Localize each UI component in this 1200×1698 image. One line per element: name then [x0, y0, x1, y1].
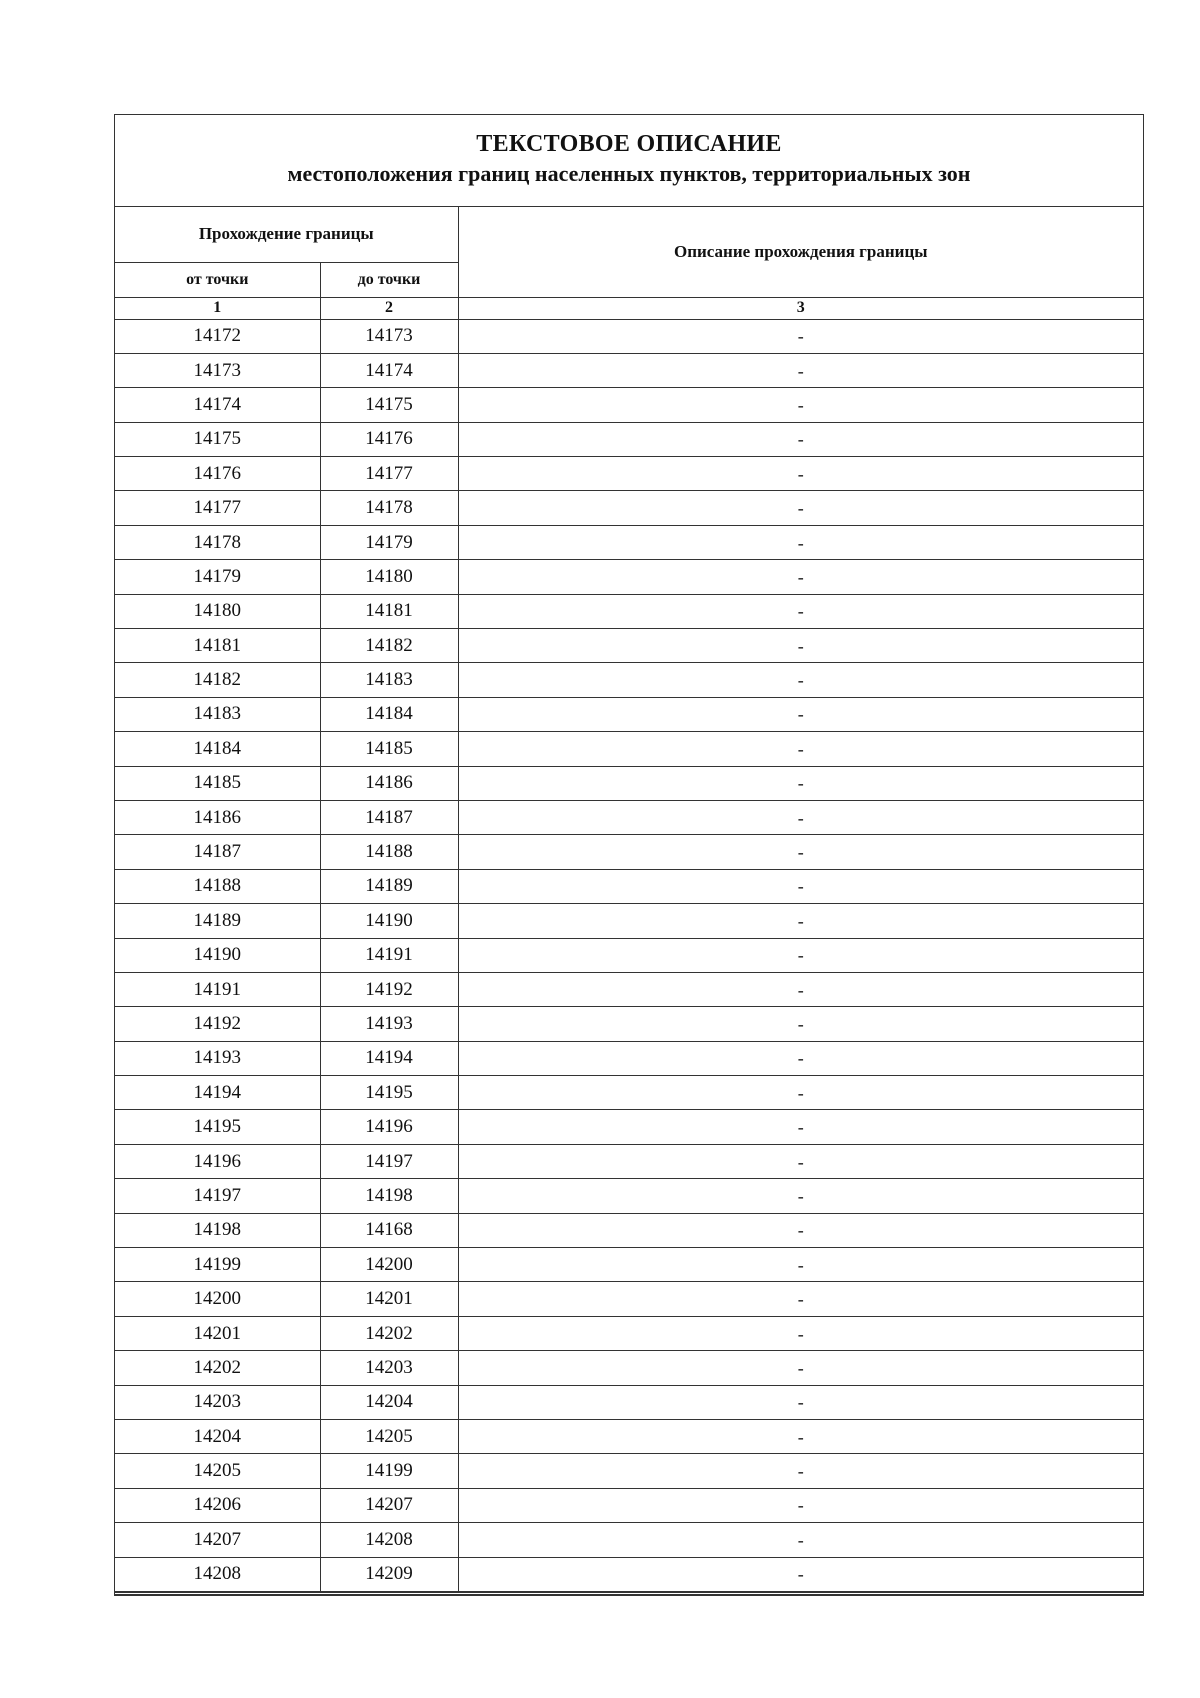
- table-row: [115, 972, 1143, 1006]
- bottom-double-rule: [115, 1592, 1143, 1595]
- to-point-cell: 14200: [320, 1248, 458, 1282]
- table-row: [115, 1007, 1143, 1041]
- description-cell: -: [458, 1179, 1143, 1213]
- from-point-cell: 14208: [115, 1557, 320, 1591]
- to-point-cell: 14176: [320, 422, 458, 456]
- column-number-3: 3: [458, 297, 1143, 319]
- from-point-cell: 14196: [115, 1144, 320, 1178]
- table-row: [115, 629, 1143, 663]
- description-cell: -: [458, 1351, 1143, 1385]
- description-cell: -: [458, 1282, 1143, 1316]
- from-point-cell: 14203: [115, 1385, 320, 1419]
- table-row: [115, 353, 1143, 387]
- from-point-cell: 14204: [115, 1420, 320, 1454]
- description-cell: -: [458, 388, 1143, 422]
- table-row: [115, 835, 1143, 869]
- to-point-cell: 14182: [320, 629, 458, 663]
- description-cell: -: [458, 835, 1143, 869]
- to-point-cell: 14177: [320, 457, 458, 491]
- from-point-cell: 14178: [115, 525, 320, 559]
- document-subtitle: местоположения границ населенных пунктов, территориальных зон: [287, 161, 971, 186]
- description-cell: -: [458, 491, 1143, 525]
- table-row: [115, 560, 1143, 594]
- table-row: [115, 422, 1143, 456]
- to-point-cell: 14184: [320, 697, 458, 731]
- from-point-cell: 14207: [115, 1523, 320, 1557]
- description-cell: -: [458, 732, 1143, 766]
- description-cell: -: [458, 938, 1143, 972]
- table-row: [115, 1454, 1143, 1488]
- from-point-cell: 14184: [115, 732, 320, 766]
- from-point-cell: 14183: [115, 697, 320, 731]
- description-cell: -: [458, 800, 1143, 834]
- table-row: [115, 663, 1143, 697]
- table-row: [115, 1213, 1143, 1247]
- table-row: [115, 491, 1143, 525]
- from-point-cell: 14202: [115, 1351, 320, 1385]
- to-point-cell: 14209: [320, 1557, 458, 1591]
- table-row: [115, 904, 1143, 938]
- table-body: [115, 319, 1143, 1591]
- description-cell: -: [458, 1420, 1143, 1454]
- to-point-cell: 14174: [320, 353, 458, 387]
- from-point-cell: 14201: [115, 1316, 320, 1350]
- to-point-cell: 14187: [320, 800, 458, 834]
- from-point-cell: 14188: [115, 869, 320, 903]
- to-point-cell: 14185: [320, 732, 458, 766]
- table-row: [115, 1041, 1143, 1075]
- table-row: [115, 1316, 1143, 1350]
- table-row: [115, 1248, 1143, 1282]
- title-block: [115, 115, 1143, 207]
- description-cell: -: [458, 1488, 1143, 1522]
- table-row: [115, 697, 1143, 731]
- from-point-cell: 14192: [115, 1007, 320, 1041]
- to-point-cell: 14186: [320, 766, 458, 800]
- table-row: [115, 525, 1143, 559]
- from-point-cell: 14176: [115, 457, 320, 491]
- document-frame: [114, 114, 1144, 1596]
- description-cell: -: [458, 1316, 1143, 1350]
- table-row: [115, 1282, 1143, 1316]
- description-cell: -: [458, 1454, 1143, 1488]
- from-point-cell: 14198: [115, 1213, 320, 1247]
- table-row: [115, 1179, 1143, 1213]
- to-point-cell: 14178: [320, 491, 458, 525]
- from-point-cell: 14177: [115, 491, 320, 525]
- from-point-cell: 14174: [115, 388, 320, 422]
- table-row: [115, 594, 1143, 628]
- from-point-cell: 14185: [115, 766, 320, 800]
- to-point-cell: 14196: [320, 1110, 458, 1144]
- table-row: [115, 1488, 1143, 1522]
- to-point-cell: 14198: [320, 1179, 458, 1213]
- to-point-cell: 14188: [320, 835, 458, 869]
- description-cell: -: [458, 1076, 1143, 1110]
- description-cell: -: [458, 1041, 1143, 1075]
- from-point-cell: 14194: [115, 1076, 320, 1110]
- from-point-cell: 14179: [115, 560, 320, 594]
- from-point-cell: 14190: [115, 938, 320, 972]
- description-cell: -: [458, 560, 1143, 594]
- description-cell: -: [458, 319, 1143, 353]
- to-point-cell: 14175: [320, 388, 458, 422]
- description-cell: -: [458, 972, 1143, 1006]
- description-cell: -: [458, 1110, 1143, 1144]
- table-row: [115, 1523, 1143, 1557]
- description-cell: -: [458, 1144, 1143, 1178]
- to-point-cell: 14173: [320, 319, 458, 353]
- table-row: [115, 1557, 1143, 1591]
- to-point-cell: 14197: [320, 1144, 458, 1178]
- description-cell: -: [458, 1213, 1143, 1247]
- boundary-table: [115, 207, 1143, 1592]
- description-cell: -: [458, 594, 1143, 628]
- to-point-cell: 14183: [320, 663, 458, 697]
- description-cell: -: [458, 1385, 1143, 1419]
- description-cell: -: [458, 766, 1143, 800]
- description-cell: -: [458, 525, 1143, 559]
- to-point-cell: 14201: [320, 1282, 458, 1316]
- table-row: [115, 1385, 1143, 1419]
- to-point-cell: 14192: [320, 972, 458, 1006]
- from-point-cell: 14187: [115, 835, 320, 869]
- to-point-cell: 14190: [320, 904, 458, 938]
- table-row: [115, 766, 1143, 800]
- header-boundary-description: Описание прохождения границы: [458, 207, 1143, 297]
- column-number-1: 1: [115, 297, 320, 319]
- from-point-cell: 14205: [115, 1454, 320, 1488]
- to-point-cell: 14168: [320, 1213, 458, 1247]
- from-point-cell: 14172: [115, 319, 320, 353]
- header-to-point: до точки: [320, 262, 458, 297]
- description-cell: -: [458, 1248, 1143, 1282]
- to-point-cell: 14194: [320, 1041, 458, 1075]
- from-point-cell: 14175: [115, 422, 320, 456]
- description-cell: -: [458, 422, 1143, 456]
- table-row: [115, 1110, 1143, 1144]
- table-row: [115, 1420, 1143, 1454]
- from-point-cell: 14186: [115, 800, 320, 834]
- from-point-cell: 14206: [115, 1488, 320, 1522]
- table-row: [115, 800, 1143, 834]
- to-point-cell: 14203: [320, 1351, 458, 1385]
- description-cell: -: [458, 629, 1143, 663]
- from-point-cell: 14193: [115, 1041, 320, 1075]
- to-point-cell: 14207: [320, 1488, 458, 1522]
- description-cell: -: [458, 663, 1143, 697]
- table-row: [115, 457, 1143, 491]
- table-row: [115, 1351, 1143, 1385]
- from-point-cell: 14191: [115, 972, 320, 1006]
- from-point-cell: 14200: [115, 1282, 320, 1316]
- to-point-cell: 14204: [320, 1385, 458, 1419]
- from-point-cell: 14180: [115, 594, 320, 628]
- to-point-cell: 14180: [320, 560, 458, 594]
- table-row: [115, 1144, 1143, 1178]
- to-point-cell: 14181: [320, 594, 458, 628]
- description-cell: -: [458, 353, 1143, 387]
- table-row: [115, 1076, 1143, 1110]
- to-point-cell: 14199: [320, 1454, 458, 1488]
- table-row: [115, 869, 1143, 903]
- table-row: [115, 388, 1143, 422]
- table-row: [115, 938, 1143, 972]
- document-title: ТЕКСТОВОЕ ОПИСАНИЕ: [476, 131, 782, 157]
- from-point-cell: 14181: [115, 629, 320, 663]
- to-point-cell: 14195: [320, 1076, 458, 1110]
- from-point-cell: 14197: [115, 1179, 320, 1213]
- to-point-cell: 14193: [320, 1007, 458, 1041]
- description-cell: -: [458, 1007, 1143, 1041]
- column-number-2: 2: [320, 297, 458, 319]
- from-point-cell: 14182: [115, 663, 320, 697]
- to-point-cell: 14189: [320, 869, 458, 903]
- header-from-point: от точки: [115, 262, 320, 297]
- to-point-cell: 14208: [320, 1523, 458, 1557]
- to-point-cell: 14205: [320, 1420, 458, 1454]
- to-point-cell: 14179: [320, 525, 458, 559]
- description-cell: -: [458, 904, 1143, 938]
- from-point-cell: 14195: [115, 1110, 320, 1144]
- description-cell: -: [458, 1557, 1143, 1591]
- from-point-cell: 14189: [115, 904, 320, 938]
- header-boundary-passage: Прохождение границы: [115, 207, 458, 262]
- table-row: [115, 732, 1143, 766]
- description-cell: -: [458, 697, 1143, 731]
- from-point-cell: 14173: [115, 353, 320, 387]
- to-point-cell: 14202: [320, 1316, 458, 1350]
- to-point-cell: 14191: [320, 938, 458, 972]
- table-row: [115, 319, 1143, 353]
- description-cell: -: [458, 457, 1143, 491]
- from-point-cell: 14199: [115, 1248, 320, 1282]
- description-cell: -: [458, 1523, 1143, 1557]
- description-cell: -: [458, 869, 1143, 903]
